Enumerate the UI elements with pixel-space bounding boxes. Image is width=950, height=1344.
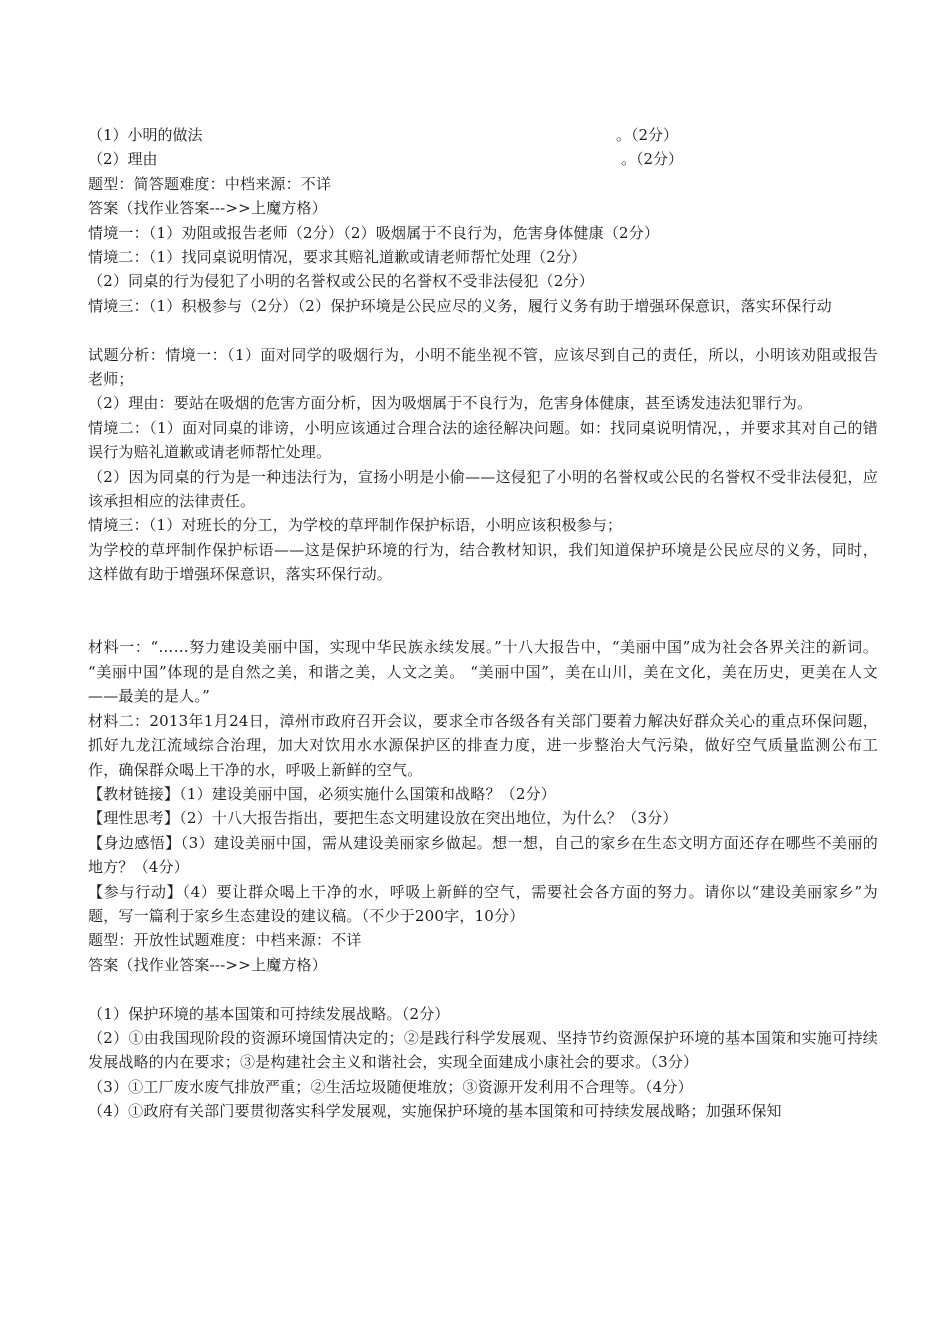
spacer xyxy=(88,318,878,342)
question-item: 【参与行动】（4）要让群众喝上干净的水，呼吸上新鲜的空气，需要社会各方面的努力。请你以“建设美丽家乡”为题，写一篇利于家乡生态建设的建议稿。（不少于200字，10分） xyxy=(88,882,878,925)
answer-link[interactable]: 答案（找作业答案--->>上魔方格） xyxy=(88,199,327,218)
answer-line: （4）①政府有关部门要贯彻落实科学发展观，实施保护环境的基本国策和可持续发展战略；加强环保知 xyxy=(88,1102,782,1121)
blank-question-2 xyxy=(88,147,878,171)
analysis-paragraph: 试题分析：情境一：（1）面对同学的吸烟行为，小明不能坐视不管，应该尽到自己的责任，所以，小明该劝阻或报告老师； xyxy=(88,345,878,389)
answer-line: （3）①工厂废水废气排放严重；②生活垃圾随便堆放；③资源开发利用不合理等。（4分） xyxy=(88,1077,693,1096)
blank-score: 。（2分） xyxy=(616,126,679,144)
blank-label: （2）理由 xyxy=(88,150,158,169)
question-item: 【理性思考】（2）十八大报告指出，要把生态文明建设放在突出地位，为什么？（3分） xyxy=(88,809,678,828)
spacer xyxy=(88,977,878,1001)
question-meta: 题型：简答题难度：中档来源：不详 xyxy=(88,174,332,193)
answer-line: （2）①由我国现阶段的资源环境国情决定的；②是践行科学发展观、坚持节约资源保护环境的基本国策和实施可持续发展战略的内在要求；③是构建社会主义和谐社会，实现全面建成小康社会的要求。（3分） xyxy=(88,1028,878,1072)
answer-link[interactable]: 答案（找作业答案--->>上魔方格） xyxy=(88,955,327,974)
answer-line: 情境三：（1）积极参与（2分）（2）保护环境是公民应尽的义务，履行义务有助于增强环保意识，落实环保行动 xyxy=(88,296,832,315)
answer-line: （2）同桌的行为侵犯了小明的名誉权或公民的名誉权不受非法侵犯（2分） xyxy=(88,272,594,291)
analysis-paragraph: 为学校的草坪制作保护标语——这是保护环境的行为，结合教材知识，我们知道保护环境是公民应尽的义务，同时，这样做有助于增强环保意识，落实环保行动。 xyxy=(88,540,878,584)
blank-score: 。（2分） xyxy=(621,150,684,169)
blank-question-1 xyxy=(88,123,878,147)
material-paragraph: 材料一：“……努力建设美丽中国，实现中华民族永续发展。”十八大报告中，“美丽中国”成为社会各界关注的新词。 “美丽中国”体现的是自然之美，和谐之美，人文之美。 “美丽中国”，美在山川，美在文化，美在历史，更美在人文——最美的是人。” xyxy=(88,638,878,706)
answer-line: 情境二：（1）找同桌说明情况，要求其赔礼道歉或请老师帮忙处理（2分） xyxy=(88,248,587,266)
analysis-paragraph: 情境二：（1）面对同桌的诽谤，小明应该通过合理合法的途径解决问题。如：找同桌说明情况，，并要求其对自己的错误行为赔礼道歉或请老师帮忙处理。 xyxy=(88,418,878,462)
blank-label: （1）小明的做法 xyxy=(88,126,203,144)
question-meta: 题型：开放性试题难度：中档来源：不详 xyxy=(88,931,362,950)
analysis-paragraph: 情境三：（1）对班长的分工，为学校的草坪制作保护标语，小明应该积极参与； xyxy=(88,516,623,535)
question-item: 【身边感悟】（3）建设美丽中国，需从建设美丽家乡做起。想一想，自己的家乡在生态文明方面还存在哪些不美丽的地方？（4分） xyxy=(88,833,878,877)
answer-line: （1）保护环境的基本国策和可持续发展战略。（2分） xyxy=(88,1004,450,1023)
answer-line: 情境一：（1）劝阻或报告老师（2分）（2）吸烟属于不良行为，危害身体健康（2分） xyxy=(88,223,660,242)
spacer xyxy=(88,587,878,636)
document-page xyxy=(88,123,878,1124)
analysis-paragraph: （2）理由：要站在吸烟的危害方面分析，因为吸烟属于不良行为，危害身体健康，甚至诱发违法犯罪行为。 xyxy=(88,394,813,413)
analysis-paragraph: （2）因为同桌的行为是一种违法行为，宣扬小明是小偷——这侵犯了小明的名誉权或公民的名誉权不受非法侵犯，应该承担相应的法律责任。 xyxy=(88,467,878,511)
material-paragraph: 材料二：2013年1月24日，漳州市政府召开会议，要求全市各级各有关部门要着力解决好群众关心的重点环保问题，抓好九龙江流域综合治理，加大对饮用水水源保护区的排查力度，进一步整治大气污染，做好空气质量监测公布工作，确保群众喝上干净的水，呼吸上新鲜的空气。 xyxy=(88,711,878,779)
question-item: 【教材链接】（1）建设美丽中国，必须实施什么国策和战略？（2分） xyxy=(88,784,556,803)
